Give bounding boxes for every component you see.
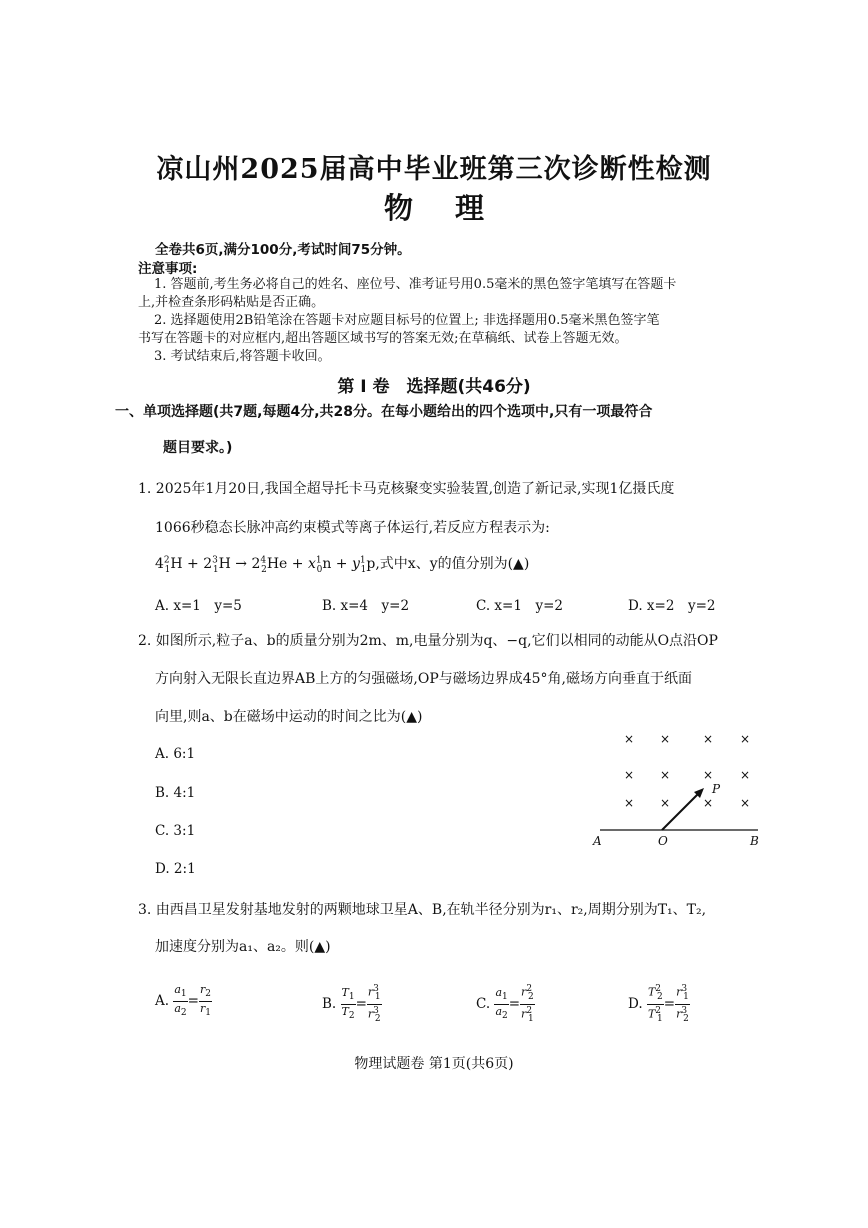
q2-line-2: 方向射入无限长直边界AB上方的匀强磁场,OP与磁场边界成45°角,磁场方向垂直于纸面: [155, 671, 693, 687]
q2-option-a: A. 6:1: [155, 746, 196, 762]
fraction: $\frac{a_1}{a_2}$: [174, 983, 187, 1019]
notice-item-2-line-1: 2. 选择题使用2B铅笔涂在答题卡对应题目标号的位置上; 非选择题用0.5毫米黑色签字笔: [154, 313, 660, 328]
notice-item-1-line-2: 上,并检查条形码粘贴是否正确。: [138, 295, 325, 310]
q1-option-a: A. x=1 y=5: [155, 598, 242, 614]
nuclear-equation: $4^2_1H + 2^3_1H \to 2^4_2He + x^1_0n + y^1_1p$: [155, 555, 376, 575]
part1-instruction-line-2: 题目要求。): [163, 440, 233, 456]
field-cross: ×: [740, 732, 751, 746]
q3-option-c-letter: C.: [476, 995, 491, 1012]
field-cross: ×: [624, 768, 635, 782]
field-cross: ×: [660, 768, 671, 782]
field-cross: ×: [624, 732, 635, 746]
field-cross: ×: [703, 768, 714, 782]
field-cross: ×: [624, 796, 635, 810]
q1-equation: [155, 553, 780, 575]
q3-option-a-letter: A.: [155, 993, 170, 1010]
q3-line-2: 加速度分别为a₁、a₂。则(▲): [155, 939, 331, 955]
magnetic-field-diagram: [590, 725, 770, 855]
field-cross: ×: [703, 796, 714, 810]
q3-option-d: D. $\frac{T^2_2}{T^2_1}$ = $\frac{r^3_1}{r^3_2}$: [628, 984, 689, 1024]
q3-option-b-letter: B.: [322, 995, 337, 1012]
notice-item-1: [138, 276, 760, 312]
fraction: $\frac{r^3_1}{r^3_2}$: [367, 984, 381, 1024]
q1-option-d: D. x=2 y=2: [628, 598, 716, 614]
fraction: $\frac{T_1}{T_2}$: [341, 985, 355, 1022]
q2-option-c: C. 3:1: [155, 823, 196, 839]
q1-option-c: C. x=1 y=2: [476, 598, 563, 614]
fraction: $\frac{a_1}{a_2}$: [495, 985, 508, 1022]
label-p: P: [712, 782, 721, 796]
fraction: $\frac{r^3_1}{r^3_2}$: [676, 984, 689, 1024]
field-cross: ×: [703, 732, 714, 746]
q3-option-a: A. $\frac{a_1}{a_2}$ = $\frac{r_2}{r_1}$: [155, 983, 211, 1019]
q2-line-3: 向里,则a、b在磁场中运动的时间之比为(▲): [155, 709, 423, 725]
field-cross: ×: [660, 796, 671, 810]
q3-line-1: 3. 由西昌卫星发射基地发射的两颗地球卫星A、B,在轨半径分别为r₁、r₂,周期分别为T₁、T₂,: [138, 902, 707, 918]
label-a: A: [593, 834, 602, 848]
q3-option-b: B. $\frac{T_1}{T_2}$ = $\frac{r^3_1}{r^3_2}$: [322, 984, 381, 1024]
notice-item-2-line-2: 书写在答题卡的对应框内,超出答题区域书写的答案无效;在草稿纸、试卷上答题无效。: [138, 331, 628, 346]
notice-item-3-text: 3. 考试结束后,将答题卡收回。: [154, 349, 331, 364]
q2-option-d: D. 2:1: [155, 861, 196, 877]
q2-line-1: 2. 如图所示,粒子a、b的质量分别为2m、m,电量分别为q、−q,它们以相同的动能从O点沿OP: [138, 633, 718, 649]
exam-title: 凉山州2025届高中毕业班第三次诊断性检测: [156, 154, 712, 185]
label-b: B: [750, 834, 759, 848]
field-cross: ×: [660, 732, 671, 746]
q1-line-2: 1066秒稳态长脉冲高约束模式等离子体运行,若反应方程表示为:: [155, 520, 550, 536]
fraction: $\frac{r_2}{r_1}$: [199, 983, 211, 1019]
q3-option-c: C. $\frac{a_1}{a_2}$ = $\frac{r^2_2}{r^2_1}$: [476, 984, 534, 1024]
notice-heading: 注意事项:: [138, 261, 198, 277]
notice-item-3: [138, 348, 760, 366]
q1-equation-tail: ,式中x、y的值分别为(▲): [375, 556, 530, 572]
field-cross: ×: [740, 768, 751, 782]
part1-instruction-line-1: 一、单项选择题(共7题,每题4分,共28分。在每小题给出的四个选项中,只有一项最符合: [115, 404, 653, 420]
page-footer: 物理试题卷 第1页(共6页): [354, 1056, 514, 1072]
exam-info: 全卷共6页,满分100分,考试时间75分钟。: [155, 242, 411, 258]
subject-title: 物 理: [383, 191, 501, 225]
notice-item-1-line-1: 1. 答题前,考生务必将自己的姓名、座位号、准考证号用0.5毫米的黑色签字笔填写在答题卡: [154, 277, 677, 292]
q1-option-b: B. x=4 y=2: [322, 598, 410, 614]
fraction: $\frac{T^2_2}{T^2_1}$: [647, 984, 663, 1024]
label-o: O: [658, 834, 668, 848]
notice-item-2: [138, 312, 760, 348]
fraction: $\frac{r^2_2}{r^2_1}$: [521, 984, 534, 1024]
section-title: 第 Ⅰ 卷 选择题(共46分): [337, 377, 531, 397]
field-cross: ×: [740, 796, 751, 810]
q1-line-1: 1. 2025年1月20日,我国全超导托卡马克核聚变实验装置,创造了新记录,实现1亿摄氏度: [138, 481, 675, 497]
q2-option-b: B. 4:1: [155, 785, 196, 801]
q3-option-d-letter: D.: [628, 995, 643, 1012]
